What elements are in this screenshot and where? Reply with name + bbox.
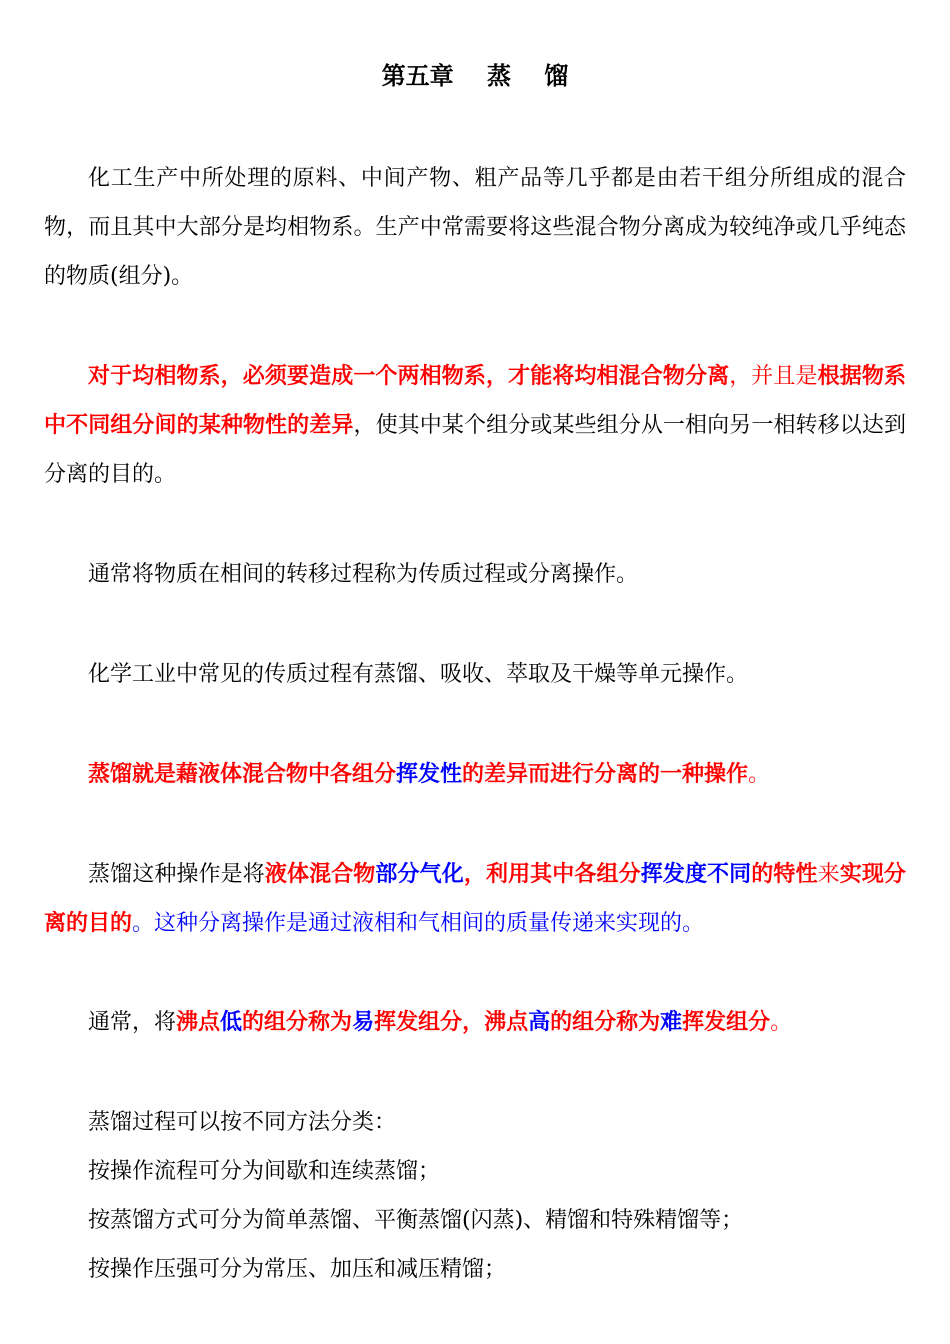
list-item: 蒸馏过程可以按不同方法分类： bbox=[88, 1110, 397, 1135]
emphasis-text: 低 bbox=[220, 1010, 243, 1035]
paragraph-distillation-definition bbox=[44, 750, 906, 799]
emphasis-text: 。 bbox=[770, 1010, 793, 1035]
body-text: ，使其中某个组分或某些组分从一相向另一相转移以达到分离的目的。 bbox=[44, 413, 906, 487]
body-text: 通常，将 bbox=[88, 1010, 177, 1035]
paragraph-homogeneous-separation bbox=[44, 352, 906, 499]
emphasis-text: 难 bbox=[660, 1010, 683, 1035]
emphasis-text: 挥发组分，沸点 bbox=[374, 1010, 529, 1035]
emphasis-text: 的组分称为 bbox=[550, 1010, 661, 1035]
emphasis-text: 对于均相物系，必须要造成一个两相物系，才能将均相混合物分离 bbox=[88, 364, 730, 389]
paragraph-mass-transfer: 通常将物质在相间的转移过程称为传质过程或分离操作。 bbox=[88, 562, 639, 587]
paragraph-volatile-components bbox=[44, 998, 906, 1047]
emphasis-text: 挥发度不同 bbox=[640, 862, 752, 887]
paragraph-unit-operations: 化学工业中常见的传质过程有蒸馏、吸收、萃取及干燥等单元操作。 bbox=[88, 662, 749, 687]
body-text: 蒸馏这种操作是将 bbox=[88, 862, 265, 887]
list-item: 按操作流程可分为间歇和连续蒸馏； bbox=[88, 1159, 441, 1184]
emphasis-text: 的组分称为 bbox=[242, 1010, 353, 1035]
emphasis-text: 高 bbox=[528, 1010, 551, 1035]
emphasis-text: 挥发性 bbox=[396, 762, 463, 787]
chapter-title: 第五章 蒸 馏 bbox=[381, 62, 569, 90]
emphasis-text: 根据物系中不同组分间的某种物性的差异 bbox=[44, 364, 906, 438]
emphasis-text: 的差异而进行分离的一种操作 bbox=[462, 762, 749, 787]
emphasis-text: 部分气化 bbox=[375, 862, 464, 887]
emphasis-text: ，并且是 bbox=[729, 364, 818, 389]
emphasis-text: 液体混合物 bbox=[264, 862, 376, 887]
emphasis-text: 。 bbox=[748, 762, 771, 787]
emphasis-text: 蒸馏就是藉液体混合物中各组分 bbox=[88, 762, 397, 787]
emphasis-text: 挥发组分 bbox=[682, 1010, 771, 1035]
list-item: 按操作压强可分为常压、加压和减压精馏； bbox=[88, 1257, 507, 1282]
emphasis-text: 沸点 bbox=[176, 1010, 221, 1035]
emphasis-text: ，利用其中各组分 bbox=[463, 862, 641, 887]
paragraph-intro: 化工生产中所处理的原料、中间产物、粗产品等几乎都是由若干组分所组成的混合物，而且其中大部分是均相物系。生产中常需要将这些混合物分离成为较纯净或几乎纯态的物质(组分)。 bbox=[44, 166, 906, 289]
list-item: 按蒸馏方式可分为简单蒸馏、平衡蒸馏(闪蒸)、精馏和特殊精馏等； bbox=[88, 1208, 744, 1233]
emphasis-text: 实现分离的目的 bbox=[44, 862, 906, 936]
emphasis-text: 的特性 bbox=[751, 862, 818, 887]
emphasis-text: 来 bbox=[817, 862, 840, 887]
emphasis-text: 易 bbox=[352, 1010, 375, 1035]
paragraph-distillation-principle bbox=[44, 850, 906, 948]
emphasis-text: 。这种分离操作是通过液相和气相间的质量传递来实现的。 bbox=[132, 911, 705, 936]
